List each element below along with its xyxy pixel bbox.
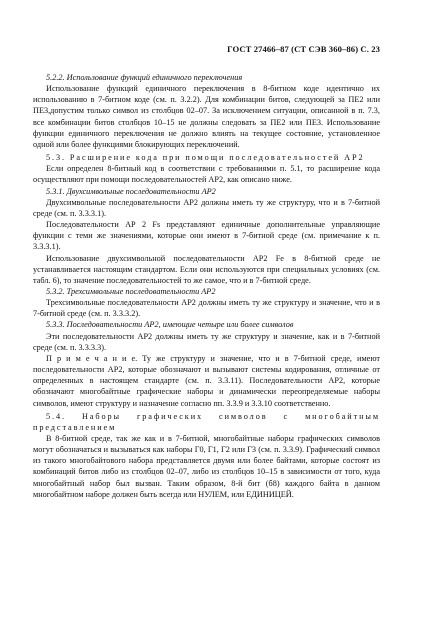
clause-5-3-1-text-b: Последовательности АР 2 Fs представляют единичные дополнительные управляющие функции с теми же значениями, которые они имеют в 7-битной среде (см. примечание к п. 3.3.3.1). <box>33 220 380 252</box>
running-header: ГОСТ 27466–87 (СТ СЭВ 360–86) С. 23 <box>227 44 380 54</box>
clause-5-3-2-text: Трехсимвольные последовательности АР2 должны иметь ту же структуру и значение, что и в 7-битной среде (см. п. 3.3.3.2). <box>33 298 380 319</box>
clause-5-2-2-text: Использование функций единичного переключения в 8-битном коде идентично их использованию в 7-битном коде (см. п. 3.2.2). Для комбинации битов, следующей за ПЕ2 или ПЕ3,допустим только символ из столбцов 02–07. За исключением ситуации, описанной в п. 7.3, все комбинации битов столбцов 10–15 не должны следовать за ПЕ2 или ПЕ3. Использование функции единичного переключения не должно влиять на текущее состояние, установленное одной или более функциями блокирующих переключений. <box>33 84 380 149</box>
clause-5-3-title: 5.3. Расширение кода при помощи последовательностей АР2 <box>46 153 365 163</box>
clause-5-3-3-title: 5.3.3. Последовательности АР2, имеющие четыре или более символов <box>46 320 294 330</box>
clause-5-3-2-title: 5.3.2. Трехсимвольные последовательности АР2 <box>46 286 216 296</box>
clause-5-3-1-title: 5.3.1. Двухсимвольные последовательности АР2 <box>46 186 216 196</box>
note-text: П р и м е ч а н и е. Ту же структуру и значение, что и в 7-битной среде, имеют последовательности АР2, которые обозначают и вызывают системы кодирования, отличные от определенных в настоящем стандарте (см. п. 3.3.11). Последовательности АР2, которые обозначают многобайтные графические наборы и динамически переопределяемые наборы символов, имеют структуру и назначение согласно пп. 3.3.9 и 3.3.10 соответственно. <box>33 353 380 408</box>
clause-5-3-3-text: Эти последовательности АР2 должны иметь ту же структуру и значение, как и в 7-битной среде (см. п. 3.3.3.3). <box>33 331 380 352</box>
document-body <box>33 72 380 500</box>
clause-5-2-2-title: 5.2.2. Использование функций единичного переключения <box>46 73 243 82</box>
clause-5-4-title: 5.4. Наборы графических символов с многобайтным представлением <box>33 411 380 432</box>
note-block <box>33 353 380 409</box>
clause-5-3-text: Если определен 8-битный код в соответствии с требованиями п. 5.1, то расширение кода осуществляют при помощи последовательностей АР2, как описано ниже. <box>33 164 380 185</box>
clause-5-3-1-text-c: Использование двухсимвольной последовательности АР2 Fе в 8-битной среде не устанавливается настоящим стандартом. Если они используются при специальных условиях (см. табл. 6), то значение последовательностей то же самое, что и в 7-битной среде. <box>33 253 380 285</box>
clause-5-3-1-text-a: Двухсимвольные последовательности АР2 должны иметь ту же структуру, что и в 7-битной среде (см. п. 3.3.3.1). <box>33 197 380 218</box>
clause-5-4-text: В 8-битной среде, так же как и в 7-битной, многобайтные наборы графических символов могут обозначаться и вызываться как наборы Г0, Г1, Г2 или Г3 (см. п. 3.3.9). Графический символ из такого многобайтового набора представляется двумя или более байтами, которые состоят из комбинаций битов либо из столбцов 02–07, либо из столбцов 10–15 в зависимости от того, куда многобайтный набор был вызван. Таким образом, 8-й бит (б8) каждого байта в данном многобайтном наборе должен быть всегда или НУЛЕМ, или ЕДИНИЦЕЙ. <box>33 434 380 499</box>
